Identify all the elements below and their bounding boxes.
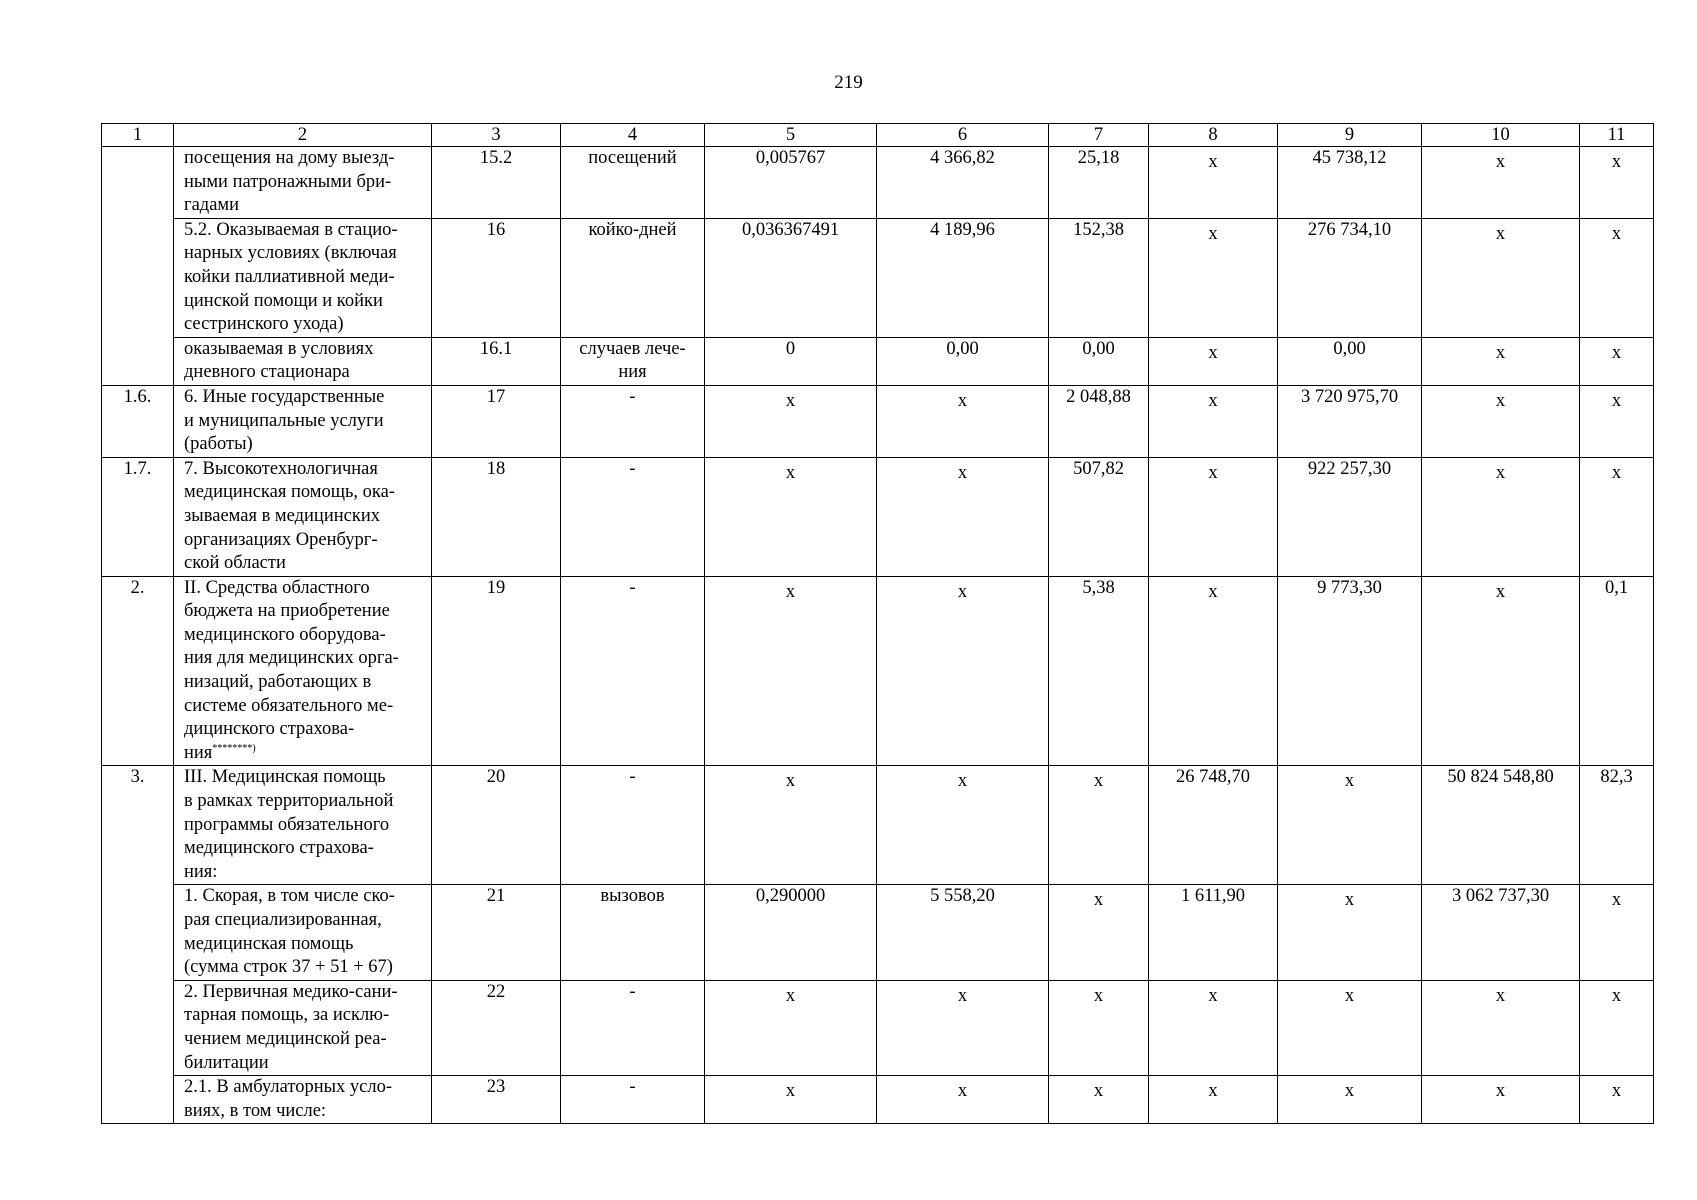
value-cell-col-3: 16.1 [432,337,561,385]
value-cell-col-5: 0,005767 [705,147,877,219]
value-cell-col-5 [705,385,877,457]
not-applicable-mark: х [1611,390,1622,411]
not-applicable-mark: х [1208,390,1218,411]
not-applicable-mark: х [1344,985,1355,1006]
value-cell-col-11 [1580,337,1654,385]
value-cell-col-7 [1049,1076,1149,1124]
value-cell-col-8 [1149,337,1278,385]
row-label-text: 2.1. В амбулаторных усло- виях, в том числе: [184,1077,393,1121]
row-label-text: 5.2. Оказываемая в стацио- нарных условиях (включая койки паллиативной меди- цинской помощи и койки сестринского ухода) [184,219,398,335]
value-cell-col-8: 1 611,90 [1149,885,1278,980]
value-cell-col-4 [561,980,705,1075]
not-applicable-mark: х [957,771,968,792]
column-header: 7 [1049,124,1149,147]
value-cell-col-4 [561,576,705,766]
not-applicable-mark: х [1611,223,1622,244]
dash-mark: - [629,767,636,788]
value-cell-col-11 [1580,147,1654,219]
value-cell-col-9: 922 257,30 [1278,457,1422,576]
not-applicable-mark: х [1611,342,1622,363]
value-cell-col-5 [705,457,877,576]
table-row [102,218,1654,337]
data-table [101,123,1654,1124]
not-applicable-mark: х [957,1081,968,1102]
not-applicable-mark: х [1611,152,1622,172]
value-cell-col-11: 82,3 [1580,766,1654,885]
column-header: 5 [705,124,877,147]
value-cell-col-4: койко-дней [561,218,705,337]
value-cell-col-6: 4 366,82 [877,147,1049,219]
value-cell-col-6: 5 558,20 [877,885,1049,980]
value-cell-col-4: случаев лече- ния [561,337,705,385]
page-number: 219 [834,72,863,93]
value-cell-col-10 [1422,980,1580,1075]
value-cell-col-4 [561,385,705,457]
value-cell-col-9: 3 720 975,70 [1278,385,1422,457]
row-label-cell [174,576,432,766]
value-cell-col-11 [1580,385,1654,457]
table-row [102,766,1654,885]
column-header: 3 [432,124,561,147]
not-applicable-mark: х [1495,390,1506,411]
value-cell-col-8 [1149,980,1278,1075]
value-cell-col-7: 5,38 [1049,576,1149,766]
value-cell-col-6 [877,457,1049,576]
not-applicable-mark: х [1611,1081,1622,1102]
not-applicable-mark: х [1495,462,1506,483]
value-cell-col-7: 152,38 [1049,218,1149,337]
value-cell-col-8 [1149,1076,1278,1124]
not-applicable-mark: х [1208,152,1218,172]
not-applicable-mark: х [1208,462,1218,483]
row-label-cell [174,147,432,219]
value-cell-col-8 [1149,457,1278,576]
table-row [102,980,1654,1075]
column-header: 6 [877,124,1049,147]
column-header: 9 [1278,124,1422,147]
table-row [102,337,1654,385]
value-cell-col-7: 2 048,88 [1049,385,1149,457]
value-cell-col-9 [1278,885,1422,980]
value-cell-col-11 [1580,980,1654,1075]
not-applicable-mark: х [1611,985,1622,1006]
value-cell-col-10: 50 824 548,80 [1422,766,1580,885]
row-number-cell: 1.7. [102,457,174,576]
table-row [102,1076,1654,1124]
value-cell-col-8 [1149,385,1278,457]
not-applicable-mark: х [785,985,796,1006]
column-header: 4 [561,124,705,147]
value-cell-col-3: 17 [432,385,561,457]
not-applicable-mark: х [1208,342,1218,363]
value-cell-col-5 [705,576,877,766]
row-label-text: оказываемая в условиях дневного стационара [184,338,374,383]
not-applicable-mark: х [1208,581,1218,602]
value-cell-col-3: 15.2 [432,147,561,219]
not-applicable-mark: х [785,462,796,483]
not-applicable-mark: х [1495,985,1506,1006]
value-cell-col-6: 4 189,96 [877,218,1049,337]
value-cell-col-4 [561,457,705,576]
table-row [102,457,1654,576]
not-applicable-mark: х [785,1081,796,1102]
not-applicable-mark: х [785,581,796,602]
column-header: 10 [1422,124,1580,147]
footnote-marker: ********) [212,742,256,754]
not-applicable-mark: х [1495,1081,1506,1102]
not-applicable-mark: х [957,462,968,483]
value-cell-col-4: вызовов [561,885,705,980]
value-cell-col-6 [877,766,1049,885]
value-cell-col-7 [1049,766,1149,885]
value-cell-col-9 [1278,980,1422,1075]
row-number-cell: 2. [102,576,174,766]
not-applicable-mark: х [1344,1081,1355,1102]
not-applicable-mark: х [1208,1081,1218,1102]
not-applicable-mark: х [957,985,968,1006]
row-label-cell [174,1076,432,1124]
value-cell-col-9: 9 773,30 [1278,576,1422,766]
row-label-cell [174,337,432,385]
not-applicable-mark: х [1344,890,1355,911]
value-cell-col-6 [877,1076,1049,1124]
row-label-text: III. Медицинская помощь в рамках территориальной программы обязательного медицинского страхова- ния: [184,767,394,882]
value-cell-col-6 [877,576,1049,766]
value-cell-col-10 [1422,147,1580,219]
not-applicable-mark: х [1093,771,1104,792]
row-label-text: 6. Иные государственные и муниципальные услуги (работы) [184,386,385,455]
value-cell-col-4 [561,766,705,885]
table-row [102,576,1654,766]
row-label-text: II. Средства областного бюджета на приобретение медицинского оборудова- ния для медицинских орга- низаций, работающих в системе обязательного ме- дицинского страхова- ния [184,577,399,763]
value-cell-col-7 [1049,885,1149,980]
value-cell-col-6 [877,385,1049,457]
not-applicable-mark: х [1093,1081,1104,1102]
value-cell-col-3: 23 [432,1076,561,1124]
not-applicable-mark: х [957,581,968,602]
not-applicable-mark: х [1495,152,1506,172]
not-applicable-mark: х [1093,890,1104,911]
column-header: 2 [174,124,432,147]
row-label-text: 1. Скорая, в том числе ско- рая специализированная, медицинская помощь (сумма строк 37 + 51 + 67) [184,886,395,978]
value-cell-col-3: 22 [432,980,561,1075]
row-label-text: посещения на дому выезд- ными патронажными бри- гадами [184,148,395,216]
value-cell-col-11 [1580,1076,1654,1124]
row-number-cell [102,147,174,386]
row-label-text: 2. Первичная медико-сани- тарная помощь, за исклю- чением медицинской реа- билитации [184,981,398,1073]
value-cell-col-9 [1278,1076,1422,1124]
row-label-cell [174,385,432,457]
value-cell-col-3: 18 [432,457,561,576]
value-cell-col-9 [1278,766,1422,885]
value-cell-col-4 [561,1076,705,1124]
value-cell-col-7: 0,00 [1049,337,1149,385]
row-label-cell [174,980,432,1075]
column-header: 11 [1580,124,1654,147]
value-cell-col-5: 0 [705,337,877,385]
column-number-row [102,124,1654,147]
value-cell-col-9: 45 738,12 [1278,147,1422,219]
dash-mark: - [629,981,636,1002]
not-applicable-mark: х [957,390,968,411]
value-cell-col-10 [1422,218,1580,337]
value-cell-col-5 [705,1076,877,1124]
column-header: 8 [1149,124,1278,147]
not-applicable-mark: х [1093,985,1104,1006]
row-number-cell: 3. [102,766,174,1124]
value-cell-col-10 [1422,457,1580,576]
row-number-cell: 1.6. [102,385,174,457]
value-cell-col-11 [1580,885,1654,980]
not-applicable-mark: х [1611,462,1622,483]
dash-mark: - [629,458,636,479]
value-cell-col-7: 25,18 [1049,147,1149,219]
value-cell-col-9: 0,00 [1278,337,1422,385]
value-cell-col-3: 19 [432,576,561,766]
dash-mark: - [629,577,636,598]
value-cell-col-6 [877,980,1049,1075]
dash-mark: - [629,1077,636,1098]
table-row [102,885,1654,980]
value-cell-col-8 [1149,147,1278,219]
value-cell-col-5 [705,766,877,885]
value-cell-col-4: посещений [561,147,705,219]
value-cell-col-3: 16 [432,218,561,337]
row-label-cell [174,218,432,337]
table-row [102,147,1654,219]
not-applicable-mark: х [1495,223,1506,244]
value-cell-col-5: 0,036367491 [705,218,877,337]
column-header: 1 [102,124,174,147]
value-cell-col-11 [1580,218,1654,337]
value-cell-col-10 [1422,576,1580,766]
value-cell-col-11 [1580,457,1654,576]
not-applicable-mark: х [1495,581,1506,602]
row-label-cell [174,885,432,980]
dash-mark: - [629,386,636,407]
value-cell-col-3: 21 [432,885,561,980]
value-cell-col-5 [705,980,877,1075]
value-cell-col-7 [1049,980,1149,1075]
row-label-text: 7. Высокотехнологичная медицинская помощь, ока- зываемая в медицинских организациях Оренбург- ской области [184,458,395,574]
value-cell-col-8: 26 748,70 [1149,766,1278,885]
not-applicable-mark: х [785,390,796,411]
value-cell-col-10 [1422,385,1580,457]
value-cell-col-10: 3 062 737,30 [1422,885,1580,980]
value-cell-col-6: 0,00 [877,337,1049,385]
not-applicable-mark: х [1208,985,1218,1006]
value-cell-col-8 [1149,576,1278,766]
value-cell-col-5: 0,290000 [705,885,877,980]
value-cell-col-9: 276 734,10 [1278,218,1422,337]
table-row [102,385,1654,457]
row-label-cell [174,457,432,576]
not-applicable-mark: х [1495,342,1506,363]
value-cell-col-7: 507,82 [1049,457,1149,576]
value-cell-col-3: 20 [432,766,561,885]
value-cell-col-8 [1149,218,1278,337]
not-applicable-mark: х [785,771,796,792]
value-cell-col-11: 0,1 [1580,576,1654,766]
not-applicable-mark: х [1208,223,1218,244]
value-cell-col-10 [1422,337,1580,385]
not-applicable-mark: х [1344,771,1355,792]
value-cell-col-10 [1422,1076,1580,1124]
row-label-cell [174,766,432,885]
not-applicable-mark: х [1611,890,1622,911]
